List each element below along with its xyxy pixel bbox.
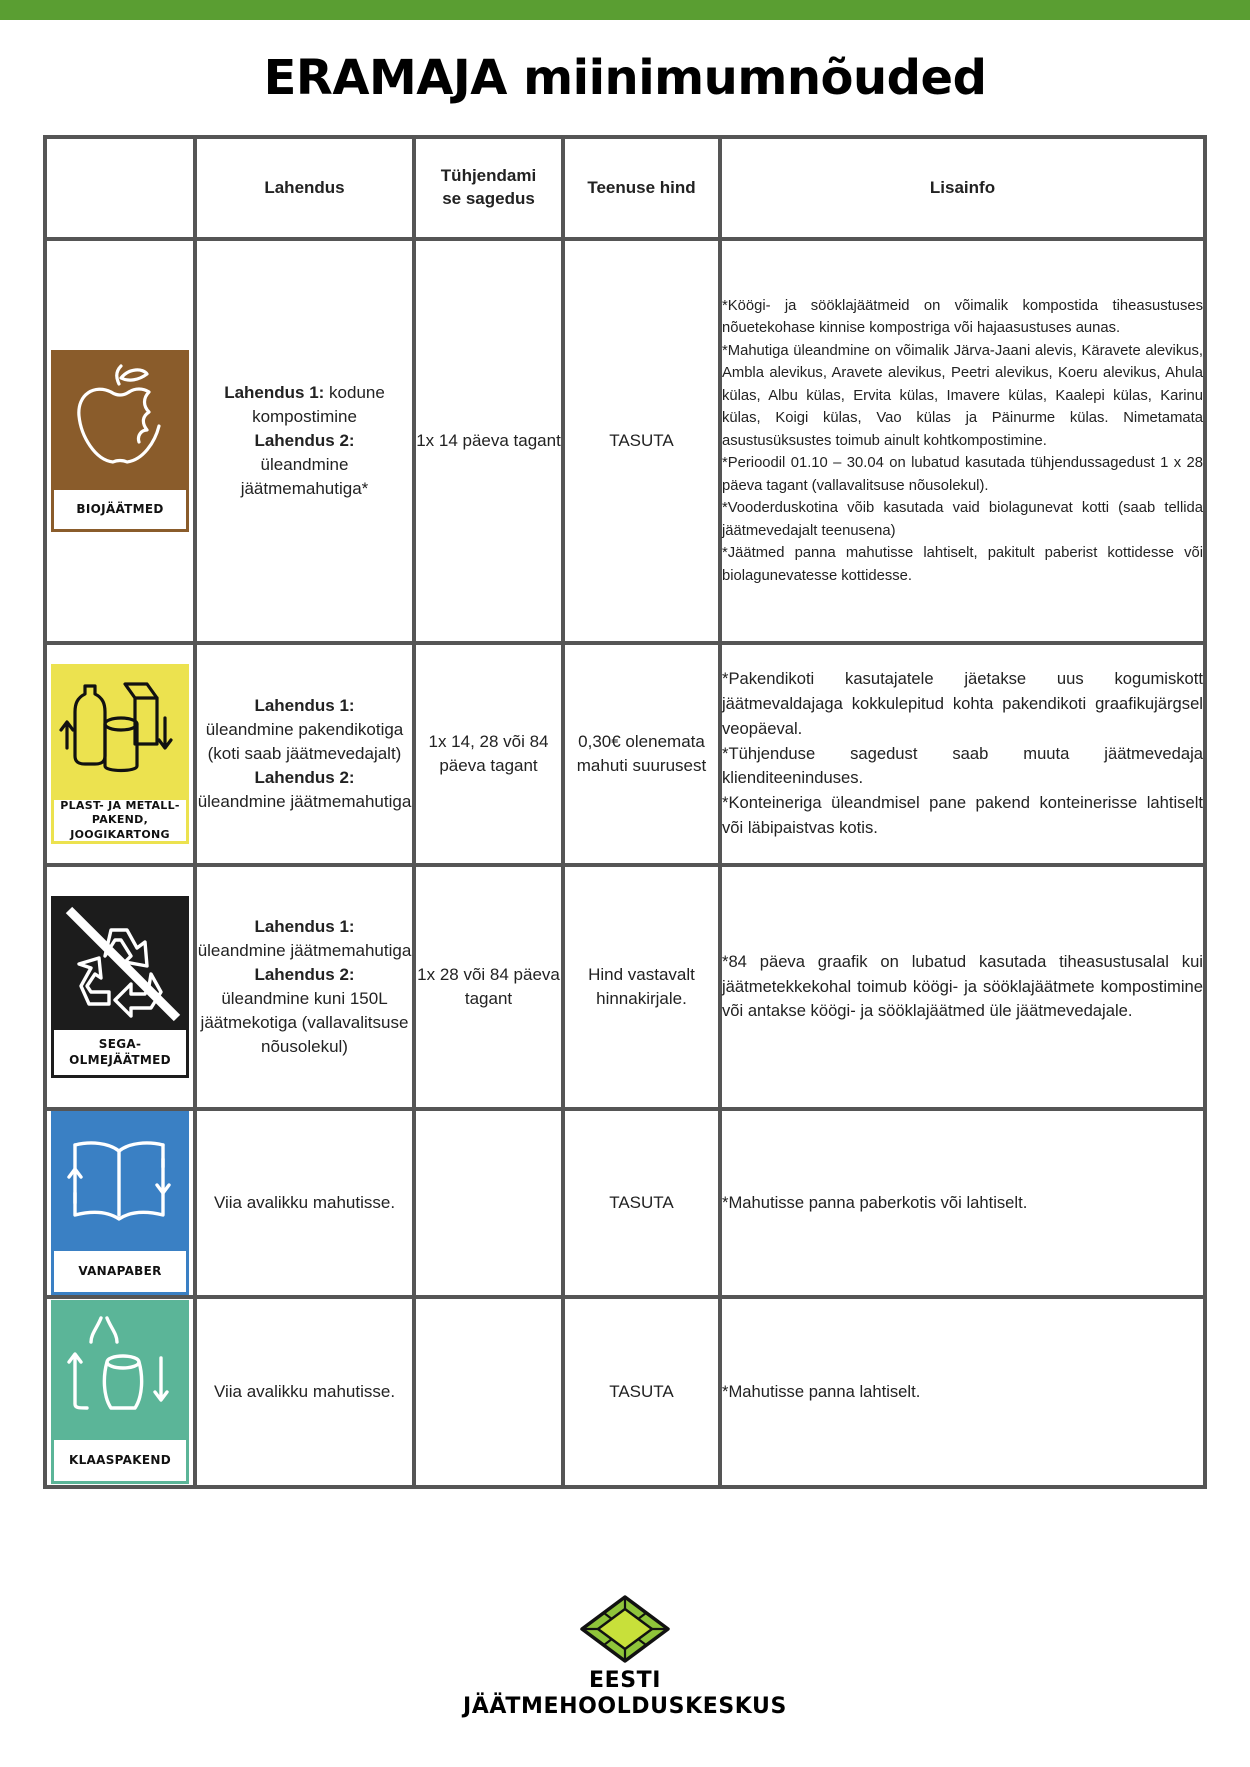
info-cell — [720, 239, 1205, 643]
solution-2-heading: Lahendus 2: — [254, 964, 355, 984]
info-note: *Mahutisse panna lahtiselt. — [722, 1381, 921, 1401]
table-row-bio — [45, 239, 1205, 643]
frequency-cell — [414, 1297, 563, 1487]
price-cell: 0,30€ olenemata mahuti suurusest — [563, 643, 720, 865]
header-frequency-line2: se sagedus — [442, 189, 535, 208]
header-row — [45, 137, 1205, 239]
frequency-cell: 1x 14 päeva tagant — [414, 239, 563, 643]
paper-label: VANAPABER — [54, 1251, 186, 1292]
mixed-waste-label-line1: SEGA- — [98, 1036, 142, 1051]
solution-cell: Viia avalikku mahutisse. — [195, 1109, 414, 1297]
info-note: *Mahutisse panna paberkotis või lahtiselt. — [722, 1192, 1028, 1212]
info-note: *Pakendikoti kasutajatele jäetakse uus kogumiskott jäätmevaldajaga kokkulepitud kohta pakendikoti graafikujärgsel veopäeval. — [722, 668, 1203, 738]
frequency-cell — [414, 1109, 563, 1297]
mixed-waste-label — [54, 1030, 186, 1075]
solution-2-text: üleandmine kuni 150L jäätmekotiga (vallavalitsuse nõusolekul) — [200, 989, 409, 1057]
info-note: *Perioodil 01.10 – 30.04 on lubatud kasutada tühjendussagedust 1 x 28 päeva tagant (vallavalitsuse nõusolekul). — [722, 455, 1203, 494]
icon-cell — [45, 1297, 195, 1487]
solution-1-heading: Lahendus 1: — [254, 916, 355, 936]
packaging-label — [54, 800, 186, 841]
bio-waste-label: BIOJÄÄTMED — [54, 490, 186, 529]
info-cell — [720, 1297, 1205, 1487]
requirements-table — [43, 135, 1207, 1489]
paper-badge — [51, 1111, 189, 1295]
bio-waste-badge — [51, 350, 189, 532]
solution-2-heading: Lahendus 2: — [254, 430, 355, 450]
icon-cell — [45, 239, 195, 643]
solution-cell — [195, 239, 414, 643]
solution-2-heading: Lahendus 2: — [254, 768, 355, 788]
solution-1-text: kodune kompostimine — [252, 382, 385, 426]
top-accent-bar — [0, 0, 1250, 20]
header-icon-cell — [45, 137, 195, 239]
info-note: *Jäätmed panna mahutisse lahtiselt, pakitult paberist kottidesse või biolagunevatesse kottidesse. — [722, 545, 1203, 584]
solution-1-heading: Lahendus 1: — [224, 382, 325, 402]
icon-cell — [45, 1109, 195, 1297]
mixed-waste-label-line2: OLMEJÄÄTMED — [69, 1052, 171, 1067]
page-title: ERAMAJA miinimumnõuded — [263, 50, 987, 106]
solution-1-text: üleandmine pakendikotiga (koti saab jäätmevedajalt) — [205, 719, 404, 763]
info-note: *Vooderduskotina võib kasutada vaid biolagunevat kotti (saab tellida jäätmevedajalt teenusena) — [722, 500, 1203, 539]
packaging-label-line1: PLAST- JA METALL- — [60, 799, 180, 813]
header-frequency-line1: Tühjendami — [440, 166, 537, 186]
info-note: *Mahutiga üleandmine on võimalik Järva-Jaani alevis, Käravete alevikus, Ambla alevikus, Aravete alevikus, Peetri alevikus, Koeru alevikus, Ahula külas, Albu külas, Ervita külas, Imavere külas, Kaalepi külas, Karinu külas, Koigi külas, Vao külas ja Päinurme külas. Nimetamata asustusüksustes toimub ainult kohtkompostimine. — [722, 342, 1203, 449]
solution-cell — [195, 643, 414, 865]
packaging-label-line2: PAKEND, JOOGIKARTONG — [70, 813, 170, 841]
logo-text-line2: JÄÄTMEHOOLDUSKESKUS — [463, 1694, 787, 1720]
packaging-badge — [51, 664, 189, 844]
price-cell: Hind vastavalt hinnakirjale. — [563, 865, 720, 1109]
frequency-cell: 1x 28 või 84 päeva tagant — [414, 865, 563, 1109]
solution-1-text: üleandmine jäätmemahutiga — [197, 940, 412, 960]
solution-cell: Viia avalikku mahutisse. — [195, 1297, 414, 1487]
info-cell — [720, 865, 1205, 1109]
info-cell — [720, 643, 1205, 865]
table-row-glass — [45, 1297, 1205, 1487]
info-note: *Köögi- ja sööklajäätmeid on võimalik kompostida tiheasustuses nõuetekohase kinnise kompostriga või hajaasustuses aunas. — [722, 297, 1203, 337]
solution-cell — [195, 865, 414, 1109]
icon-cell — [45, 865, 195, 1109]
table-row-paper — [45, 1109, 1205, 1297]
price-cell: TASUTA — [563, 1109, 720, 1297]
gem-logo-icon — [578, 1595, 672, 1663]
header-info: Lisainfo — [720, 137, 1205, 239]
header-frequency — [414, 137, 563, 239]
solution-1-heading: Lahendus 1: — [254, 695, 355, 715]
frequency-cell: 1x 14, 28 või 84 päeva tagant — [414, 643, 563, 865]
header-price: Teenuse hind — [563, 137, 720, 239]
solution-2-text: üleandmine jäätmemahutiga* — [240, 455, 369, 499]
info-note: *Konteineriga üleandmisel pane pakend konteinerisse lahtiselt või läbipaistvas kotis. — [722, 793, 1203, 838]
table-row-mixed — [45, 865, 1205, 1109]
header-solution: Lahendus — [195, 137, 414, 239]
info-cell — [720, 1109, 1205, 1297]
info-note: *Tühjenduse sagedust saab muuta jäätmevedaja klienditeeninduses. — [722, 743, 1203, 788]
organization-logo — [0, 1595, 1250, 1721]
glass-label: KLAASPAKEND — [54, 1440, 186, 1481]
price-cell: TASUTA — [563, 1297, 720, 1487]
price-cell: TASUTA — [563, 239, 720, 643]
icon-cell — [45, 643, 195, 865]
glass-badge — [51, 1300, 189, 1484]
logo-text-line1: EESTI — [588, 1668, 662, 1693]
info-note: *84 päeva graafik on lubatud kasutada tiheasustusalal kui jäätmetekkekohal toimub köögi- ja sööklajäätmete kompostimine või antakse köögi- ja sööklajäätmed üle jäätmevedajale. — [722, 951, 1203, 1021]
table-row-packaging — [45, 643, 1205, 865]
solution-2-text: üleandmine jäätmemahutiga — [197, 792, 412, 812]
mixed-waste-badge — [51, 896, 189, 1078]
